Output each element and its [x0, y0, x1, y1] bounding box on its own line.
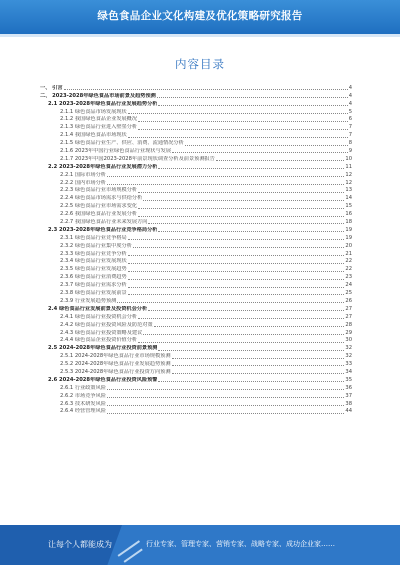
toc-entry-title: 2.5 2024-2028年绿色食品行业投资前景预测 [48, 345, 158, 352]
toc-entry-title: 2.2.7 我国绿色食品行业未来发展方向 [60, 219, 148, 226]
toc-dot-leader [157, 97, 348, 98]
toc-entry-page: 4 [348, 92, 352, 99]
toc-entry-page: 21 [345, 250, 352, 257]
toc-entry-title: 2.2.3 绿色食品行业市场规模分析 [60, 187, 138, 194]
report-title: 绿色食品企业文化构建及优化策略研究报告 [97, 10, 303, 22]
toc-dot-leader [172, 365, 345, 366]
toc-dot-leader [172, 373, 345, 374]
toc-dot-leader [128, 239, 345, 240]
toc-entry-page: 12 [345, 179, 352, 186]
toc-entry[interactable] [40, 258, 352, 266]
toc-dot-leader [128, 279, 345, 280]
toc-dot-leader [107, 389, 344, 390]
toc-entry-title: 2.1.3 绿色食品行业进入壁垒分析 [60, 124, 138, 131]
toc-entry-page: 23 [345, 274, 352, 281]
toc-entry-page: 20 [345, 242, 352, 249]
toc-entry-title: 2.3.9 行业发展趋势预测 [60, 297, 117, 304]
toc-dot-leader [107, 176, 344, 177]
toc-entry-title: 2.5.1 2024-2028年绿色食品行业市场规模预测 [60, 353, 171, 360]
toc-dot-leader [133, 247, 344, 248]
toc-entry-title: 一、 引言 [40, 84, 63, 91]
toc-entry[interactable] [40, 116, 352, 124]
toc-entry[interactable] [40, 281, 352, 289]
footer-bar [0, 525, 400, 565]
toc-entry-title: 2.3.7 绿色食品行业需求分析 [60, 282, 127, 289]
toc-entry-page: 29 [345, 329, 352, 336]
toc-entry-page: 25 [345, 290, 352, 297]
toc-entry-title: 2.6.3 技术研发风险 [60, 400, 106, 407]
toc-entry-title: 2.1 2023-2028年绿色食品行业发展趋势分析 [48, 100, 158, 107]
toc-dot-leader [138, 192, 344, 193]
toc-entry-title: 2.6.4 经营管理风险 [60, 408, 106, 415]
toc-dot-leader [117, 302, 344, 303]
toc-entry-title: 2.2.1 国际市场分析 [60, 171, 106, 178]
toc-entry-title: 2.2.6 我国绿色食品行业发展分析 [60, 211, 138, 218]
toc-entry-title: 2.5.2 2024-2028年绿色食品行业发展趋势预测 [60, 361, 171, 368]
toc-dot-leader [148, 310, 344, 311]
toc-entry-title: 2.1.1 绿色食品市场发展现状 [60, 108, 127, 115]
toc-entry[interactable] [40, 179, 352, 187]
toc-entry-page: 22 [345, 266, 352, 273]
toc-entry[interactable] [40, 108, 352, 116]
toc-dot-leader [216, 160, 345, 161]
toc-entry-page: 26 [345, 297, 352, 304]
toc-entry[interactable] [40, 226, 352, 234]
toc-entry[interactable] [40, 368, 352, 376]
toc-entry-title: 2.3.6 绿色食品行业消费趋势 [60, 274, 127, 281]
toc-dot-leader [128, 287, 345, 288]
toc-dot-leader [128, 137, 348, 138]
toc-dot-leader [185, 145, 348, 146]
toc-entry-page: 22 [345, 258, 352, 265]
footer-slogan-left: 让每个人都能成为 [48, 540, 112, 549]
toc-entry-page: 6 [348, 116, 352, 123]
toc-entry[interactable] [40, 376, 352, 384]
toc-entry-page: 8 [348, 140, 352, 147]
toc-entry-title: 2.3.8 绿色食品行业发展前景 [60, 290, 127, 297]
toc-heading: 内容目录 [175, 57, 225, 71]
toc-entry-title: 2.6.2 市场竞争风险 [60, 392, 106, 399]
toc-entry[interactable] [40, 297, 352, 305]
toc-entry-page: 19 [345, 234, 352, 241]
toc-entry-page: 27 [345, 305, 352, 312]
toc-dot-leader [158, 105, 347, 106]
toc-dot-leader [143, 334, 344, 335]
toc-entry[interactable] [40, 171, 352, 179]
toc-entry-title: 2.3.1 绿色食品行业竞争格局 [60, 234, 127, 241]
header-bar [0, 0, 400, 34]
toc-dot-leader [107, 405, 344, 406]
toc-entry-title: 2.3.3 绿色食品行业竞争分析 [60, 250, 127, 257]
toc-entry[interactable] [40, 337, 352, 345]
toc-entry[interactable] [40, 147, 352, 155]
toc-entry[interactable] [40, 305, 352, 313]
footer-slogan-right: 行业专家、管理专家、营销专家、战略专家、成功企业家…… [146, 540, 335, 548]
toc-entry-title: 2.4.1 绿色食品行业投资机会分析 [60, 313, 138, 320]
toc-entry-page: 4 [348, 84, 352, 91]
toc-entry[interactable] [40, 273, 352, 281]
toc-dot-leader [128, 271, 345, 272]
toc-entry[interactable] [40, 100, 352, 108]
toc-entry[interactable] [40, 123, 352, 131]
toc-dot-leader [172, 358, 345, 359]
toc-entry[interactable] [40, 139, 352, 147]
toc-entry-title: 2.1.2 我国绿色食品企业发展概况 [60, 116, 138, 123]
toc-entry-page: 5 [348, 108, 352, 115]
toc-entry-title: 2.3 2023-2028年绿色食品行业竞争格局分析 [48, 226, 158, 233]
toc-entry-page: 28 [345, 321, 352, 328]
toc-entry[interactable] [40, 392, 352, 400]
toc-dot-leader [64, 89, 348, 90]
toc-dot-leader [138, 208, 344, 209]
toc-entry-page: 16 [345, 211, 352, 218]
toc-entry[interactable] [40, 218, 352, 226]
toc-entry-page: 9 [348, 148, 352, 155]
toc-entry[interactable] [40, 250, 352, 258]
toc-entry[interactable] [40, 131, 352, 139]
toc-entry-page: 10 [345, 155, 352, 162]
toc-entry-title: 2.1.4 我国绿色食品市场现状 [60, 132, 127, 139]
toc-entry-title: 2.4.2 绿色食品行业投资风险及防范对策 [60, 321, 153, 328]
toc-entry[interactable] [40, 92, 352, 100]
toc-entry[interactable] [40, 194, 352, 202]
toc-entry-page: 4 [348, 100, 352, 107]
toc-entry[interactable] [40, 313, 352, 321]
toc-entry[interactable] [40, 400, 352, 408]
toc-entry-page: 11 [345, 163, 352, 170]
toc-dot-leader [158, 350, 344, 351]
toc-entry-page: 19 [345, 226, 352, 233]
toc-entry-title: 2.1.6 2023年中国行业绿色食品行业现状与发展 [60, 148, 172, 155]
toc-dot-leader [128, 294, 345, 295]
toc-entry-page: 30 [345, 337, 352, 344]
toc-entry[interactable] [40, 84, 352, 92]
toc-dot-leader [154, 326, 345, 327]
toc-entry-page: 24 [345, 282, 352, 289]
toc-entry[interactable] [40, 202, 352, 210]
toc-dot-leader [138, 216, 344, 217]
toc-entry-page: 34 [345, 368, 352, 375]
toc-entry-page: 7 [348, 132, 352, 139]
toc-entry-title: 2.4.4 绿色食品企业投资价值分析 [60, 337, 138, 344]
table-of-contents [40, 84, 352, 415]
toc-entry-page: 15 [345, 203, 352, 210]
toc-entry-page: 36 [345, 384, 352, 391]
toc-entry-title: 2.4.3 绿色食品行业投资策略及建议 [60, 329, 143, 336]
toc-entry[interactable] [40, 210, 352, 218]
toc-dot-leader [128, 263, 345, 264]
toc-entry-title: 2.2.5 绿色食品行业市场需求变化 [60, 203, 138, 210]
toc-entry-page: 27 [345, 313, 352, 320]
toc-entry[interactable] [40, 234, 352, 242]
toc-entry-page: 44 [345, 408, 352, 415]
toc-entry[interactable] [40, 163, 352, 171]
toc-entry-title: 二、 2023-2028年绿色食品市场前景及趋势预测 [40, 92, 156, 99]
toc-entry[interactable] [40, 408, 352, 416]
toc-entry-title: 2.1.5 绿色食品行业生产、供应、消费、流通情况分析 [60, 140, 184, 147]
toc-dot-leader [138, 342, 344, 343]
toc-entry[interactable] [40, 344, 352, 352]
header-underline [0, 34, 400, 37]
toc-entry[interactable] [40, 352, 352, 360]
toc-dot-leader [128, 255, 345, 256]
toc-entry-title: 2.6 2024-2028年绿色食品行业投资风险预警 [48, 376, 158, 383]
toc-dot-leader [158, 231, 344, 232]
toc-entry[interactable] [40, 265, 352, 273]
toc-dot-leader [143, 200, 344, 201]
toc-entry-title: 2.3.4 绿色食品行业发展现状 [60, 258, 127, 265]
toc-dot-leader [128, 113, 348, 114]
toc-entry-page: 13 [345, 187, 352, 194]
toc-entry-page: 32 [345, 345, 352, 352]
toc-dot-leader [107, 413, 344, 414]
toc-entry-title: 2.6.1 行业政策风险 [60, 384, 106, 391]
toc-dot-leader [158, 168, 344, 169]
toc-entry[interactable] [40, 289, 352, 297]
toc-dot-leader [158, 381, 344, 382]
toc-entry[interactable] [40, 242, 352, 250]
toc-entry-page: 35 [345, 376, 352, 383]
toc-dot-leader [148, 223, 344, 224]
toc-dot-leader [172, 152, 348, 153]
toc-entry-title: 2.5.3 2024-2028年绿色食品行业投资方向预测 [60, 368, 171, 375]
toc-entry[interactable] [40, 329, 352, 337]
toc-entry[interactable] [40, 155, 352, 163]
toc-dot-leader [107, 184, 344, 185]
toc-entry-title: 2.1.7 2023年中国2023-2028年前景现状调查分析及前景预测报告 [60, 155, 215, 162]
toc-entry-page: 33 [345, 361, 352, 368]
toc-entry-title: 2.2 2023-2028年绿色食品行业发展潜力分析 [48, 163, 158, 170]
toc-entry-page: 18 [345, 219, 352, 226]
toc-dot-leader [138, 121, 348, 122]
toc-dot-leader [138, 129, 348, 130]
toc-entry-page: 37 [345, 392, 352, 399]
toc-entry-title: 2.2.2 国内市场分析 [60, 179, 106, 186]
toc-entry-title: 2.3.2 绿色食品行业集中度分析 [60, 242, 132, 249]
toc-entry[interactable] [40, 360, 352, 368]
toc-dot-leader [138, 318, 344, 319]
toc-entry-title: 2.4 绿色食品行业发展前景及投资机会分析 [48, 305, 148, 312]
toc-entry[interactable] [40, 321, 352, 329]
toc-entry[interactable] [40, 384, 352, 392]
toc-entry-page: 32 [345, 353, 352, 360]
toc-entry-page: 7 [348, 124, 352, 131]
toc-entry-title: 2.3.5 绿色食品行业发展趋势 [60, 266, 127, 273]
toc-entry-title: 2.2.4 绿色食品市场需求与供给分析 [60, 195, 143, 202]
toc-entry-page: 14 [345, 195, 352, 202]
toc-entry[interactable] [40, 187, 352, 195]
toc-entry-page: 38 [345, 400, 352, 407]
toc-entry-page: 12 [345, 171, 352, 178]
toc-dot-leader [107, 397, 344, 398]
